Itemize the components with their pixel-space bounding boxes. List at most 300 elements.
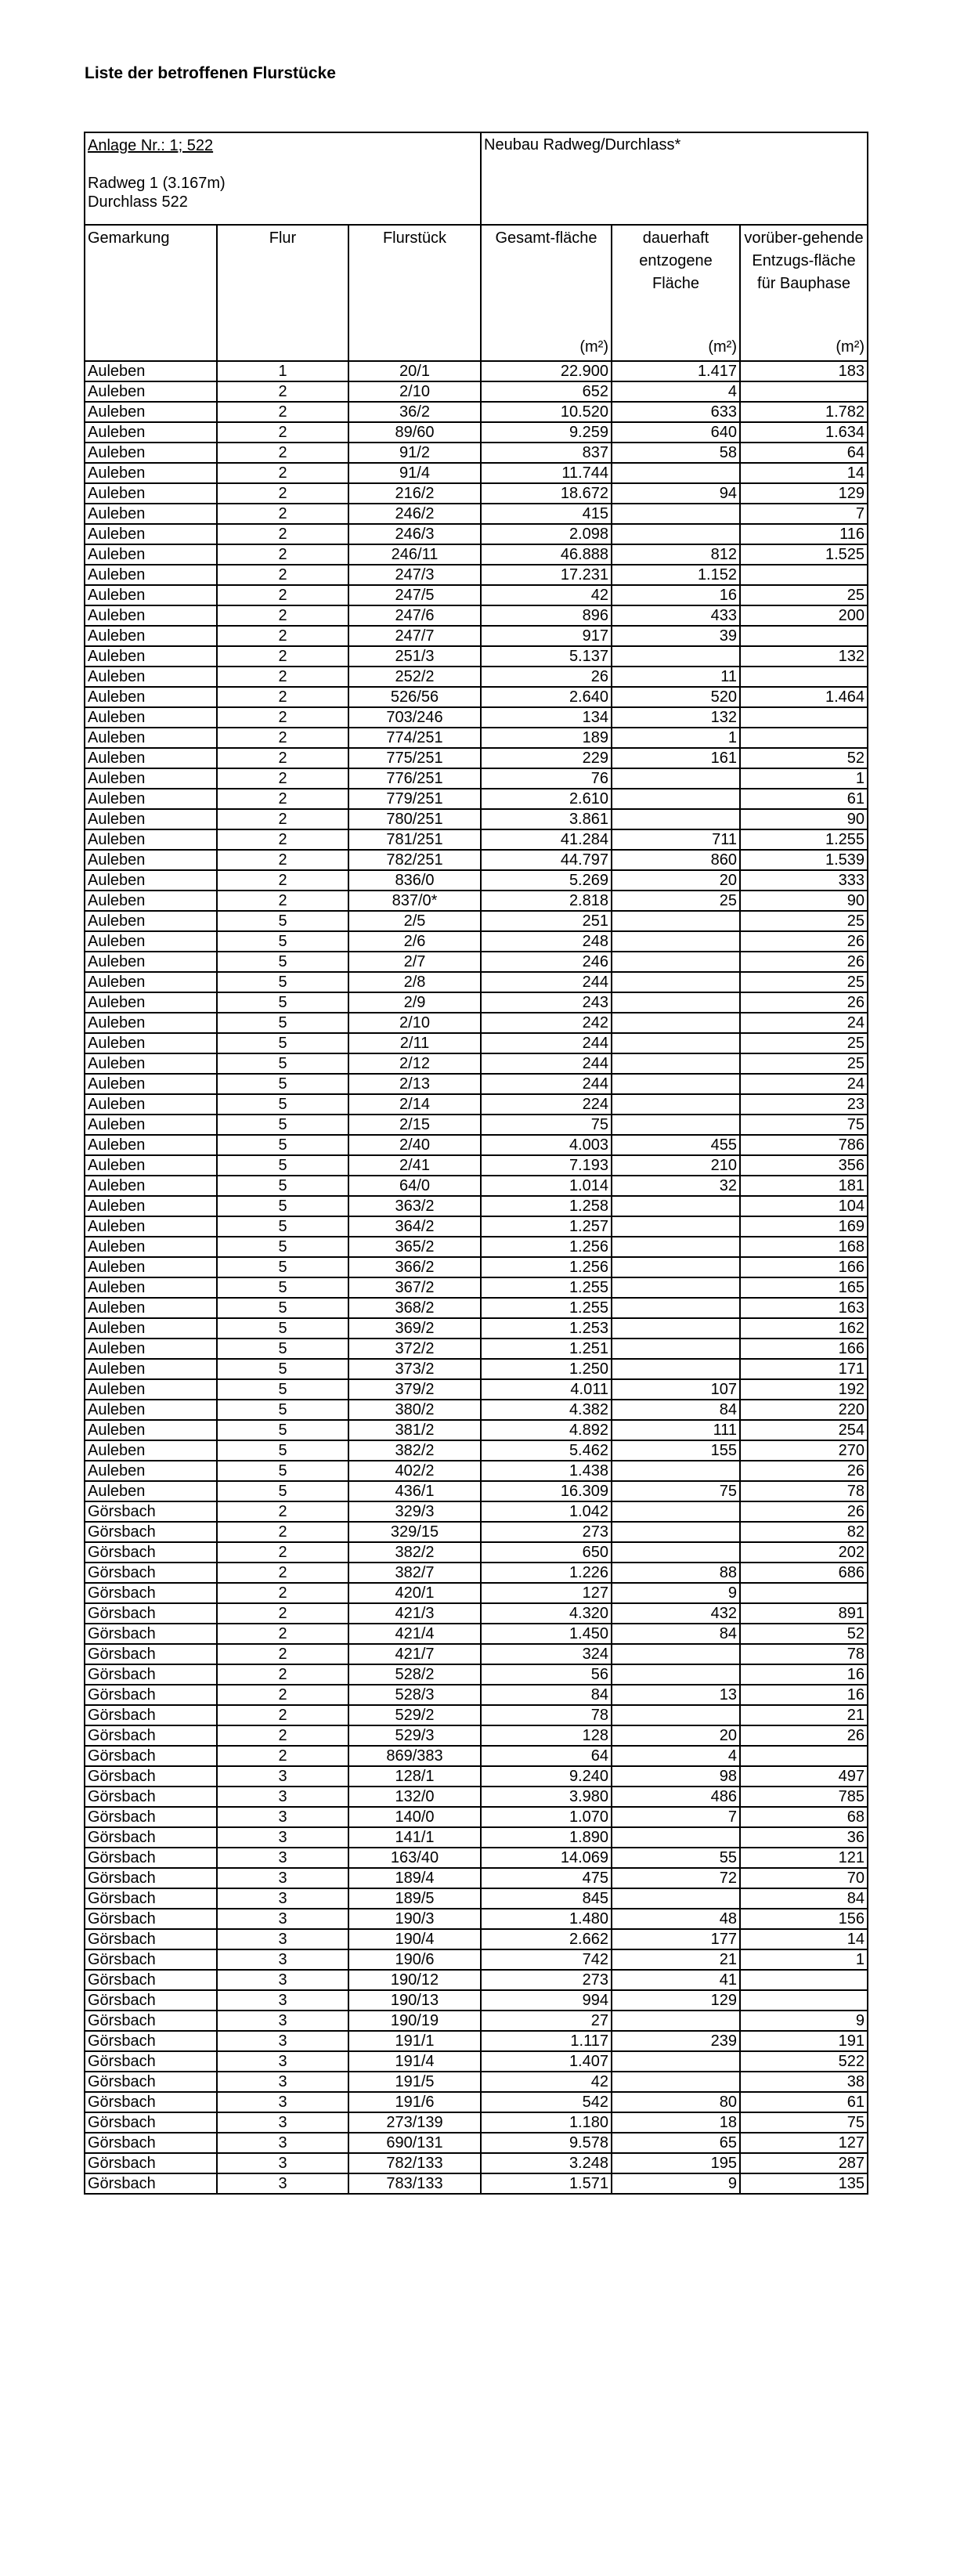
cell-gesamt: 1.438	[481, 1461, 612, 1481]
cell-flur: 3	[217, 1990, 348, 2011]
cell-dauerhaft: 640	[612, 422, 740, 443]
table-row	[85, 626, 868, 646]
cell-flur: 3	[217, 1827, 348, 1848]
table-row	[85, 2092, 868, 2112]
cell-voruebergehend: 26	[740, 1501, 868, 1522]
table-row	[85, 1461, 868, 1481]
cell-flurstueck: 190/3	[348, 1909, 481, 1929]
cell-flur: 2	[217, 728, 348, 748]
cell-gemarkung: Auleben	[85, 1053, 217, 1074]
table-row	[85, 2011, 868, 2031]
cell-flur: 5	[217, 1298, 348, 1318]
cell-flurstueck: 2/8	[348, 972, 481, 992]
cell-gemarkung: Auleben	[85, 789, 217, 809]
cell-gemarkung: Görsbach	[85, 1807, 217, 1827]
cell-dauerhaft	[612, 1522, 740, 1542]
cell-gemarkung: Auleben	[85, 544, 217, 565]
cell-voruebergehend: 1.539	[740, 850, 868, 870]
cell-gesamt: 273	[481, 1522, 612, 1542]
cell-dauerhaft: 72	[612, 1868, 740, 1888]
cell-flurstueck: 132/0	[348, 1787, 481, 1807]
cell-gesamt: 1.258	[481, 1196, 612, 1216]
cell-dauerhaft	[612, 1277, 740, 1298]
cell-voruebergehend: 26	[740, 992, 868, 1013]
cell-gesamt: 251	[481, 911, 612, 931]
cell-voruebergehend	[740, 1970, 868, 1990]
cell-flurstueck: 783/133	[348, 2173, 481, 2194]
cell-gemarkung: Görsbach	[85, 1624, 217, 1644]
cell-flurstueck: 780/251	[348, 809, 481, 829]
cell-dauerhaft: 4	[612, 381, 740, 402]
cell-flurstueck: 36/2	[348, 402, 481, 422]
table-row	[85, 1053, 868, 1074]
table-row	[85, 1909, 868, 1929]
cell-flur: 3	[217, 2051, 348, 2072]
cell-voruebergehend: 200	[740, 605, 868, 626]
cell-voruebergehend: 135	[740, 2173, 868, 2194]
cell-gesamt: 44.797	[481, 850, 612, 870]
cell-flur: 2	[217, 1685, 348, 1705]
cell-flur: 2	[217, 544, 348, 565]
cell-gemarkung: Auleben	[85, 829, 217, 850]
table-row	[85, 728, 868, 748]
table-row	[85, 1359, 868, 1379]
cell-gesamt: 3.861	[481, 809, 612, 829]
table-row	[85, 1115, 868, 1135]
table-row	[85, 1664, 868, 1685]
cell-gesamt: 1.251	[481, 1339, 612, 1359]
cell-gesamt: 542	[481, 2092, 612, 2112]
cell-voruebergehend: 26	[740, 931, 868, 952]
table-row	[85, 1990, 868, 2011]
cell-voruebergehend: 356	[740, 1155, 868, 1176]
cell-dauerhaft	[612, 1359, 740, 1379]
table-row	[85, 1420, 868, 1440]
cell-flurstueck: 2/14	[348, 1094, 481, 1115]
header-flur	[217, 225, 348, 361]
cell-flur: 5	[217, 1461, 348, 1481]
cell-dauerhaft	[612, 524, 740, 544]
cell-flurstueck: 421/7	[348, 1644, 481, 1664]
cell-voruebergehend: 68	[740, 1807, 868, 1827]
cell-voruebergehend: 78	[740, 1481, 868, 1501]
durchlass-label: Durchlass 522	[88, 193, 188, 211]
cell-gemarkung: Auleben	[85, 1400, 217, 1420]
cell-flurstueck: 2/5	[348, 911, 481, 931]
cell-gemarkung: Auleben	[85, 504, 217, 524]
header-gesamt	[481, 225, 612, 361]
table-row	[85, 1481, 868, 1501]
cell-voruebergehend: 82	[740, 1522, 868, 1542]
table-row	[85, 1685, 868, 1705]
cell-voruebergehend: 14	[740, 463, 868, 483]
cell-gemarkung: Görsbach	[85, 1522, 217, 1542]
cell-dauerhaft	[612, 789, 740, 809]
table-row	[85, 972, 868, 992]
cell-voruebergehend: 181	[740, 1176, 868, 1196]
cell-flur: 2	[217, 850, 348, 870]
cell-gemarkung: Auleben	[85, 402, 217, 422]
cell-gemarkung: Görsbach	[85, 1827, 217, 1848]
cell-flur: 2	[217, 707, 348, 728]
cell-gemarkung: Auleben	[85, 1277, 217, 1298]
cell-flur: 2	[217, 646, 348, 667]
cell-flur: 2	[217, 381, 348, 402]
cell-gesamt: 42	[481, 585, 612, 605]
table-row	[85, 402, 868, 422]
cell-flur: 2	[217, 422, 348, 443]
cell-flurstueck: 89/60	[348, 422, 481, 443]
cell-flur: 5	[217, 992, 348, 1013]
cell-flurstueck: 273/139	[348, 2112, 481, 2133]
table-row	[85, 544, 868, 565]
cell-gesamt: 742	[481, 1949, 612, 1970]
cell-gesamt: 2.818	[481, 891, 612, 911]
cell-flurstueck: 2/40	[348, 1135, 481, 1155]
cell-gemarkung: Görsbach	[85, 1644, 217, 1664]
table-row	[85, 361, 868, 381]
cell-gemarkung: Görsbach	[85, 1949, 217, 1970]
table-row	[85, 463, 868, 483]
cell-voruebergehend: 61	[740, 789, 868, 809]
cell-dauerhaft	[612, 1644, 740, 1664]
cell-gesamt: 1.407	[481, 2051, 612, 2072]
cell-gemarkung: Auleben	[85, 463, 217, 483]
cell-gesamt: 3.980	[481, 1787, 612, 1807]
cell-dauerhaft	[612, 1318, 740, 1339]
header-voruebergehend-label: vorüber-gehende Entzugs-fläche für Bauphase	[744, 229, 864, 292]
table-row	[85, 1603, 868, 1624]
cell-flurstueck: 247/6	[348, 605, 481, 626]
cell-flur: 3	[217, 1848, 348, 1868]
cell-flur: 5	[217, 1216, 348, 1237]
cell-gesamt: 1.117	[481, 2031, 612, 2051]
cell-flur: 3	[217, 1949, 348, 1970]
cell-voruebergehend	[740, 626, 868, 646]
cell-gesamt: 2.640	[481, 687, 612, 707]
cell-flur: 3	[217, 1868, 348, 1888]
cell-gemarkung: Görsbach	[85, 1929, 217, 1949]
table-row	[85, 809, 868, 829]
cell-flurstueck: 381/2	[348, 1420, 481, 1440]
cell-dauerhaft: 75	[612, 1481, 740, 1501]
cell-dauerhaft: 132	[612, 707, 740, 728]
cell-flurstueck: 2/6	[348, 931, 481, 952]
cell-voruebergehend: 254	[740, 1420, 868, 1440]
table-row	[85, 1074, 868, 1094]
cell-gemarkung: Görsbach	[85, 1746, 217, 1766]
cell-flur: 5	[217, 1379, 348, 1400]
cell-voruebergehend: 786	[740, 1135, 868, 1155]
cell-gesamt: 229	[481, 748, 612, 768]
cell-dauerhaft: 860	[612, 850, 740, 870]
cell-flurstueck: 529/2	[348, 1705, 481, 1725]
cell-dauerhaft: 16	[612, 585, 740, 605]
cell-flurstueck: 190/13	[348, 1990, 481, 2011]
cell-flur: 3	[217, 2092, 348, 2112]
cell-voruebergehend: 52	[740, 1624, 868, 1644]
table-row	[85, 931, 868, 952]
cell-gesamt: 27	[481, 2011, 612, 2031]
cell-voruebergehend: 24	[740, 1013, 868, 1033]
cell-flur: 3	[217, 2112, 348, 2133]
table-row	[85, 1033, 868, 1053]
cell-gemarkung: Auleben	[85, 992, 217, 1013]
table-row	[85, 1216, 868, 1237]
cell-voruebergehend: 1.634	[740, 422, 868, 443]
cell-flurstueck: 365/2	[348, 1237, 481, 1257]
cell-gemarkung: Auleben	[85, 361, 217, 381]
cell-flurstueck: 64/0	[348, 1176, 481, 1196]
cell-voruebergehend: 220	[740, 1400, 868, 1420]
cell-dauerhaft: 7	[612, 1807, 740, 1827]
cell-dauerhaft: 210	[612, 1155, 740, 1176]
cell-gesamt: 134	[481, 707, 612, 728]
cell-dauerhaft	[612, 1237, 740, 1257]
cell-gesamt: 1.256	[481, 1237, 612, 1257]
table-row	[85, 1563, 868, 1583]
cell-flurstueck: 779/251	[348, 789, 481, 809]
cell-dauerhaft	[612, 463, 740, 483]
cell-gesamt: 1.450	[481, 1624, 612, 1644]
cell-gesamt: 128	[481, 1725, 612, 1746]
cell-gemarkung: Görsbach	[85, 1766, 217, 1787]
cell-gesamt: 917	[481, 626, 612, 646]
cell-gemarkung: Auleben	[85, 524, 217, 544]
cell-flur: 5	[217, 1481, 348, 1501]
cell-voruebergehend: 202	[740, 1542, 868, 1563]
cell-flurstueck: 420/1	[348, 1583, 481, 1603]
cell-voruebergehend: 9	[740, 2011, 868, 2031]
cell-flurstueck: 216/2	[348, 483, 481, 504]
cell-flurstueck: 2/41	[348, 1155, 481, 1176]
cell-flurstueck: 528/2	[348, 1664, 481, 1685]
cell-flur: 2	[217, 626, 348, 646]
cell-dauerhaft: 32	[612, 1176, 740, 1196]
cell-voruebergehend: 90	[740, 809, 868, 829]
cell-gesamt: 224	[481, 1094, 612, 1115]
cell-dauerhaft: 21	[612, 1949, 740, 1970]
cell-flur: 2	[217, 809, 348, 829]
cell-gemarkung: Auleben	[85, 870, 217, 891]
cell-gesamt: 650	[481, 1542, 612, 1563]
cell-gesamt: 46.888	[481, 544, 612, 565]
table-row	[85, 585, 868, 605]
cell-flur: 3	[217, 1807, 348, 1827]
cell-gesamt: 324	[481, 1644, 612, 1664]
cell-voruebergehend: 1	[740, 1949, 868, 1970]
cell-flur: 3	[217, 1888, 348, 1909]
cell-dauerhaft: 433	[612, 605, 740, 626]
cell-voruebergehend	[740, 1990, 868, 2011]
header-flur-label: Flur	[269, 229, 297, 247]
cell-flur: 2	[217, 524, 348, 544]
cell-flur: 5	[217, 1318, 348, 1339]
table-row	[85, 1583, 868, 1603]
cell-flur: 3	[217, 2072, 348, 2092]
cell-voruebergehend: 25	[740, 972, 868, 992]
cell-flur: 2	[217, 1705, 348, 1725]
cell-flur: 2	[217, 565, 348, 585]
cell-dauerhaft	[612, 992, 740, 1013]
table-row	[85, 381, 868, 402]
cell-flur: 5	[217, 1013, 348, 1033]
cell-gemarkung: Auleben	[85, 768, 217, 789]
cell-flur: 3	[217, 2153, 348, 2173]
cell-gesamt: 17.231	[481, 565, 612, 585]
cell-flurstueck: 367/2	[348, 1277, 481, 1298]
table-row	[85, 1298, 868, 1318]
cell-dauerhaft: 520	[612, 687, 740, 707]
cell-voruebergehend	[740, 565, 868, 585]
cell-dauerhaft: 48	[612, 1909, 740, 1929]
table-row	[85, 1522, 868, 1542]
cell-dauerhaft: 1	[612, 728, 740, 748]
cell-gesamt: 1.180	[481, 2112, 612, 2133]
cell-flur: 5	[217, 1237, 348, 1257]
cell-flurstueck: 2/12	[348, 1053, 481, 1074]
cell-gemarkung: Auleben	[85, 748, 217, 768]
cell-voruebergehend: 156	[740, 1909, 868, 1929]
cell-dauerhaft: 41	[612, 1970, 740, 1990]
cell-gemarkung: Auleben	[85, 1481, 217, 1501]
cell-gemarkung: Auleben	[85, 1339, 217, 1359]
cell-flurstueck: 372/2	[348, 1339, 481, 1359]
cell-voruebergehend: 163	[740, 1298, 868, 1318]
cell-flurstueck: 380/2	[348, 1400, 481, 1420]
cell-gemarkung: Auleben	[85, 605, 217, 626]
cell-gemarkung: Auleben	[85, 585, 217, 605]
cell-gesamt: 1.255	[481, 1298, 612, 1318]
cell-flurstueck: 363/2	[348, 1196, 481, 1216]
cell-gemarkung: Auleben	[85, 1379, 217, 1400]
cell-voruebergehend: 1.525	[740, 544, 868, 565]
cell-gesamt: 1.226	[481, 1563, 612, 1583]
cell-gemarkung: Auleben	[85, 626, 217, 646]
cell-voruebergehend: 168	[740, 1237, 868, 1257]
cell-voruebergehend	[740, 1746, 868, 1766]
cell-flur: 2	[217, 870, 348, 891]
table-row	[85, 829, 868, 850]
cell-flurstueck: 246/2	[348, 504, 481, 524]
cell-voruebergehend: 25	[740, 1053, 868, 1074]
cell-dauerhaft: 107	[612, 1379, 740, 1400]
cell-flurstueck: 20/1	[348, 361, 481, 381]
cell-dauerhaft: 80	[612, 2092, 740, 2112]
table-row	[85, 1277, 868, 1298]
cell-gemarkung: Auleben	[85, 1318, 217, 1339]
table-row	[85, 1949, 868, 1970]
cell-flurstueck: 382/2	[348, 1440, 481, 1461]
cell-gemarkung: Görsbach	[85, 1664, 217, 1685]
cell-gemarkung: Görsbach	[85, 2072, 217, 2092]
table-row	[85, 2051, 868, 2072]
cell-voruebergehend: 36	[740, 1827, 868, 1848]
cell-voruebergehend: 1.782	[740, 402, 868, 422]
cell-gemarkung: Auleben	[85, 1257, 217, 1277]
cell-gesamt: 994	[481, 1990, 612, 2011]
table-row	[85, 1725, 868, 1746]
cell-flurstueck: 421/4	[348, 1624, 481, 1644]
cell-flur: 3	[217, 1970, 348, 1990]
cell-gesamt: 3.248	[481, 2153, 612, 2173]
cell-gemarkung: Auleben	[85, 1237, 217, 1257]
cell-gesamt: 5.462	[481, 1440, 612, 1461]
cell-flurstueck: 247/3	[348, 565, 481, 585]
table-row	[85, 748, 868, 768]
cell-gemarkung: Auleben	[85, 972, 217, 992]
cell-flurstueck: 191/5	[348, 2072, 481, 2092]
table-row	[85, 443, 868, 463]
cell-gesamt: 41.284	[481, 829, 612, 850]
table-row	[85, 524, 868, 544]
cell-flur: 5	[217, 1176, 348, 1196]
table-row	[85, 1379, 868, 1400]
cell-flurstueck: 91/4	[348, 463, 481, 483]
cell-flur: 2	[217, 891, 348, 911]
cell-flur: 2	[217, 1542, 348, 1563]
cell-dauerhaft	[612, 646, 740, 667]
cell-voruebergehend: 129	[740, 483, 868, 504]
cell-gesamt: 1.253	[481, 1318, 612, 1339]
table-row	[85, 1176, 868, 1196]
cell-gemarkung: Görsbach	[85, 1603, 217, 1624]
cell-flurstueck: 190/12	[348, 1970, 481, 1990]
header-gemarkung	[85, 225, 217, 361]
cell-voruebergehend: 7	[740, 504, 868, 524]
cell-gemarkung: Auleben	[85, 1155, 217, 1176]
cell-gesamt: 475	[481, 1868, 612, 1888]
cell-dauerhaft: 711	[612, 829, 740, 850]
table-row	[85, 687, 868, 707]
cell-flurstueck: 246/11	[348, 544, 481, 565]
cell-gemarkung: Auleben	[85, 667, 217, 687]
cell-gemarkung: Görsbach	[85, 2011, 217, 2031]
cell-flur: 5	[217, 1339, 348, 1359]
cell-flur: 3	[217, 2011, 348, 2031]
cell-flurstueck: 189/4	[348, 1868, 481, 1888]
cell-flur: 1	[217, 361, 348, 381]
cell-voruebergehend: 116	[740, 524, 868, 544]
table-row	[85, 2031, 868, 2051]
cell-gesamt: 18.672	[481, 483, 612, 504]
cell-gesamt: 9.578	[481, 2133, 612, 2153]
table-row	[85, 992, 868, 1013]
cell-voruebergehend	[740, 707, 868, 728]
table-row	[85, 1644, 868, 1664]
table-row	[85, 2133, 868, 2153]
cell-voruebergehend: 686	[740, 1563, 868, 1583]
cell-voruebergehend: 522	[740, 2051, 868, 2072]
table-row	[85, 1807, 868, 1827]
cell-gemarkung: Auleben	[85, 891, 217, 911]
cell-voruebergehend: 132	[740, 646, 868, 667]
cell-gesamt: 5.269	[481, 870, 612, 891]
table-row	[85, 1542, 868, 1563]
cell-gesamt: 837	[481, 443, 612, 463]
cell-flur: 2	[217, 667, 348, 687]
cell-gemarkung: Auleben	[85, 707, 217, 728]
cell-voruebergehend: 61	[740, 2092, 868, 2112]
cell-dauerhaft: 486	[612, 1787, 740, 1807]
cell-gesamt: 9.240	[481, 1766, 612, 1787]
cell-flur: 3	[217, 2133, 348, 2153]
cell-dauerhaft	[612, 1461, 740, 1481]
cell-gesamt: 896	[481, 605, 612, 626]
table-row	[85, 1135, 868, 1155]
cell-flur: 5	[217, 952, 348, 972]
table-row	[85, 1766, 868, 1787]
